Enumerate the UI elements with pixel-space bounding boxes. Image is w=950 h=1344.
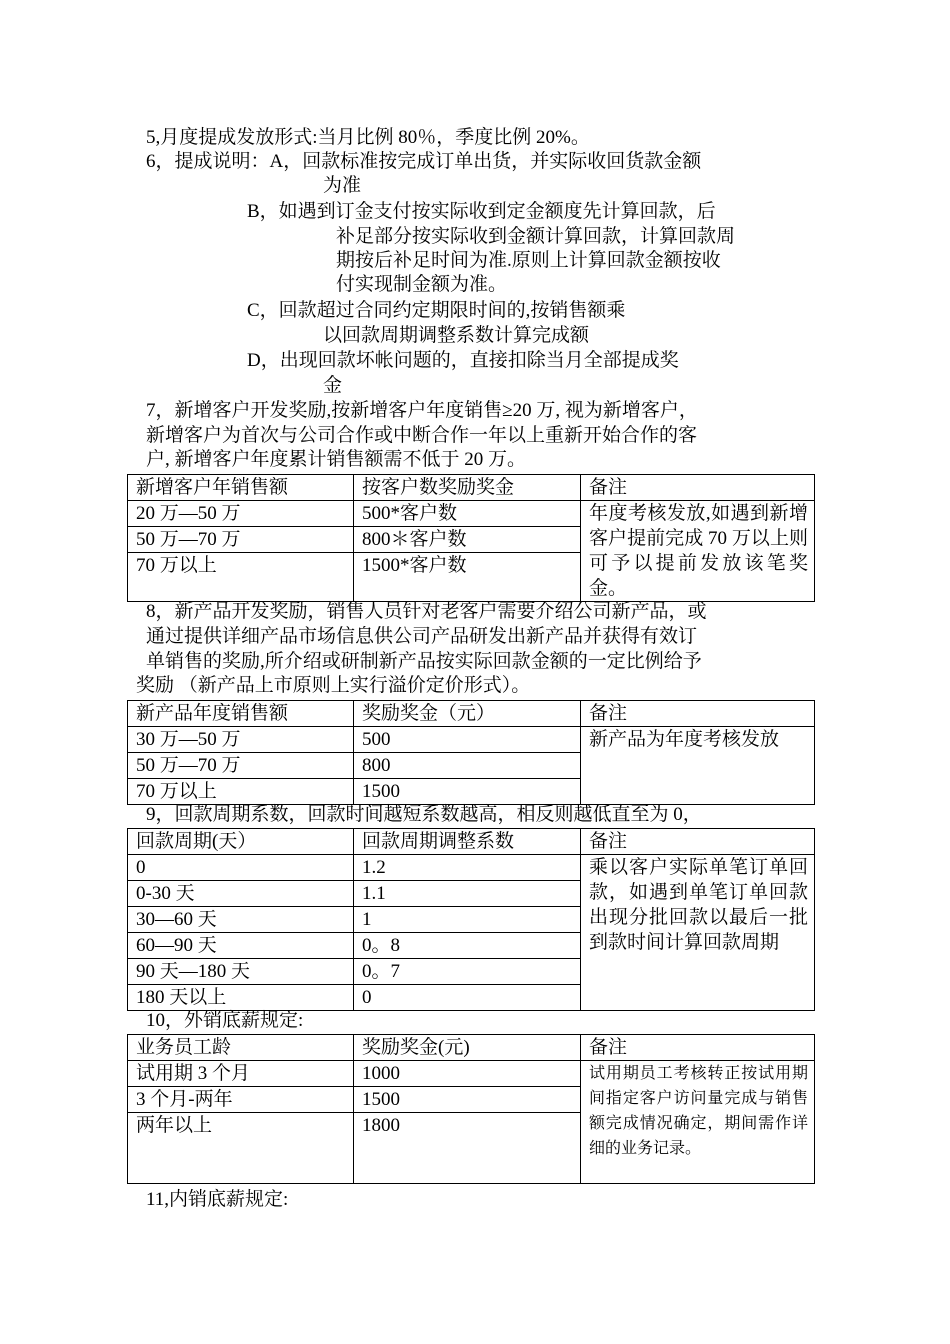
table-cell: 800＊客户数 bbox=[354, 527, 581, 553]
note-cell: 乘以客户实际单笔订单回款，如遇到单笔订单回款出现分批回款以最后一批到款时间计算回款周期 bbox=[581, 855, 815, 1011]
table-row bbox=[128, 501, 815, 527]
table-cell: 1500 bbox=[354, 779, 581, 805]
header-cell: 回款周期调整系数 bbox=[354, 829, 581, 855]
paragraph-6c-line-1: C，回款超过合同约定期限时间的,按销售额乘 bbox=[247, 300, 626, 321]
table-cell: 180 天以上 bbox=[128, 985, 354, 1011]
table-cell: 3 个月-两年 bbox=[128, 1087, 354, 1113]
table-header-row bbox=[128, 1035, 815, 1061]
table-row bbox=[128, 855, 815, 881]
paragraph-8-line-3: 单销售的奖励,所介绍或研制新产品按实际回款金额的一定比例给予 bbox=[146, 651, 702, 672]
header-cell: 备注 bbox=[581, 475, 815, 501]
table-cell: 70 万以上 bbox=[128, 779, 354, 805]
table-cell: 试用期 3 个月 bbox=[128, 1061, 354, 1087]
paragraph-6b-line-3: 期按后补足时间为准.原则上计算回款金额按收 bbox=[336, 250, 721, 271]
header-cell: 新产品年度销售额 bbox=[128, 701, 354, 727]
table-cell: 1800 bbox=[354, 1113, 581, 1184]
header-cell: 新增客户年销售额 bbox=[128, 475, 354, 501]
payment-cycle-table bbox=[127, 828, 815, 1011]
table-cell: 0。8 bbox=[354, 933, 581, 959]
paragraph-11: 11,内销底薪规定: bbox=[146, 1189, 289, 1210]
paragraph-6b-line-2: 补足部分按实际收到金额计算回款，计算回款周 bbox=[336, 226, 736, 247]
table-cell: 0-30 天 bbox=[128, 881, 354, 907]
header-cell: 备注 bbox=[581, 829, 815, 855]
header-cell: 备注 bbox=[581, 1035, 815, 1061]
table-header-row bbox=[128, 829, 815, 855]
header-cell: 备注 bbox=[581, 701, 815, 727]
table-cell: 50 万—70 万 bbox=[128, 527, 354, 553]
table-cell: 60—90 天 bbox=[128, 933, 354, 959]
paragraph-7-line-3: 户, 新增客户年度累计销售额需不低于 20 万。 bbox=[146, 449, 527, 470]
paragraph-8-line-2: 通过提供详细产品市场信息供公司产品研发出新产品并获得有效订 bbox=[146, 626, 698, 647]
table-cell: 500*客户数 bbox=[354, 501, 581, 527]
export-salary-table bbox=[127, 1034, 815, 1184]
table-cell: 50 万—70 万 bbox=[128, 753, 354, 779]
new-product-table bbox=[127, 700, 815, 805]
paragraph-5: 5,月度提成发放形式:当月比例 80％，季度比例 20%。 bbox=[146, 127, 590, 148]
table-cell: 0 bbox=[354, 985, 581, 1011]
table-cell: 90 天—180 天 bbox=[128, 959, 354, 985]
paragraph-8-line-1: 8，新产品开发奖励，销售人员针对老客户需要介绍公司新产品，或 bbox=[146, 601, 707, 622]
header-cell: 业务员工龄 bbox=[128, 1035, 354, 1061]
table-cell: 0。7 bbox=[354, 959, 581, 985]
paragraph-8-line-4: 奖励 （新产品上市原则上实行溢价定价形式）。 bbox=[136, 675, 531, 696]
table-cell: 1.1 bbox=[354, 881, 581, 907]
paragraph-9: 9，回款周期系数，回款时间越短系数越高，相反则越低直至为 0， bbox=[146, 804, 702, 825]
paragraph-7-line-2: 新增客户为首次与公司合作或中断合作一年以上重新开始合作的客 bbox=[146, 425, 698, 446]
table-cell: 70 万以上 bbox=[128, 553, 354, 602]
paragraph-6c-line-2: 以回款周期调整系数计算完成额 bbox=[323, 325, 590, 346]
note-cell: 新产品为年度考核发放 bbox=[581, 727, 815, 805]
table-header-row bbox=[128, 475, 815, 501]
table-cell: 30—60 天 bbox=[128, 907, 354, 933]
table-cell: 20 万—50 万 bbox=[128, 501, 354, 527]
table-cell: 500 bbox=[354, 727, 581, 753]
table-cell: 1 bbox=[354, 907, 581, 933]
table-cell: 800 bbox=[354, 753, 581, 779]
table-cell: 0 bbox=[128, 855, 354, 881]
table-cell: 1500*客户数 bbox=[354, 553, 581, 602]
paragraph-6-line-2: 为准 bbox=[323, 175, 362, 196]
table-cell: 两年以上 bbox=[128, 1113, 354, 1184]
table-cell: 1500 bbox=[354, 1087, 581, 1113]
table-cell: 1000 bbox=[354, 1061, 581, 1087]
paragraph-10: 10，外销底薪规定: bbox=[146, 1010, 304, 1031]
paragraph-6d-line-1: D，出现回款坏帐问题的，直接扣除当月全部提成奖 bbox=[247, 350, 679, 371]
paragraph-6b-line-1: B，如遇到订金支付按实际收到定金额度先计算回款，后 bbox=[247, 201, 716, 222]
note-cell: 年度考核发放,如遇到新增客户提前完成 70 万以上则可予以提前发放该笔奖金。 bbox=[581, 501, 815, 602]
note-cell: 试用期员工考核转正按试用期间指定客户访问量完成与销售额完成情况确定，期间需作详细的业务记录。 bbox=[581, 1061, 815, 1184]
table-row bbox=[128, 727, 815, 753]
header-cell: 按客户数奖励奖金 bbox=[354, 475, 581, 501]
paragraph-7-line-1: 7，新增客户开发奖励,按新增客户年度销售≥20 万, 视为新增客户， bbox=[146, 400, 698, 421]
table-header-row bbox=[128, 701, 815, 727]
header-cell: 回款周期(天） bbox=[128, 829, 354, 855]
paragraph-6b-line-4: 付实现制金额为准。 bbox=[336, 274, 508, 295]
paragraph-6d-line-2: 金 bbox=[323, 375, 343, 396]
table-cell: 30 万—50 万 bbox=[128, 727, 354, 753]
table-cell: 1.2 bbox=[354, 855, 581, 881]
new-customer-table bbox=[127, 474, 815, 602]
header-cell: 奖励奖金(元) bbox=[354, 1035, 581, 1061]
table-row bbox=[128, 1061, 815, 1087]
header-cell: 奖励奖金（元） bbox=[354, 701, 581, 727]
paragraph-6-line-1: 6，提成说明：A，回款标准按完成订单出货，并实际收回货款金额 bbox=[146, 151, 702, 172]
